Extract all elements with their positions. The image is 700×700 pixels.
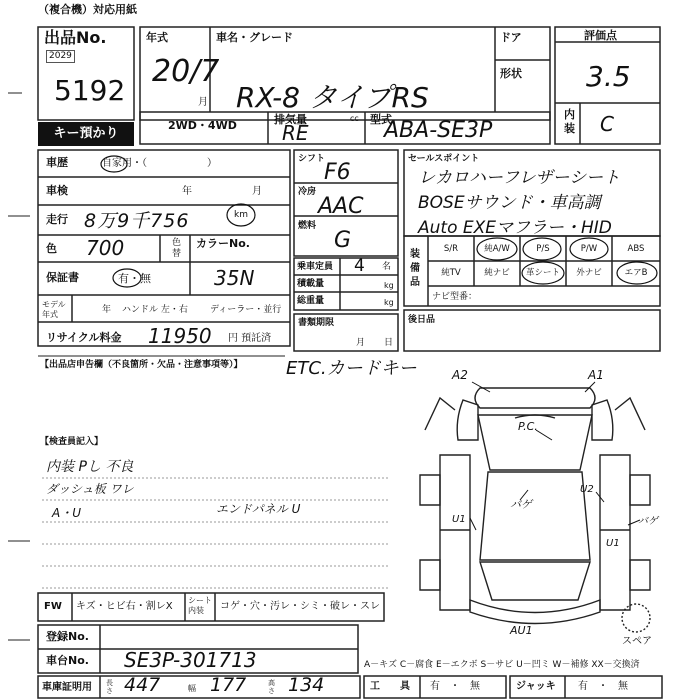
capacity-value: 4 <box>354 256 365 276</box>
diagram-spare: スペア <box>622 636 652 647</box>
color-change-label: 色替 <box>172 238 182 259</box>
drive-label: 2WD・4WD <box>168 119 237 132</box>
mileage-unit: km <box>234 210 248 220</box>
year-month-suffix: 月 <box>198 97 208 108</box>
sales-point-line1: レカロハーフレザーシート <box>418 168 621 188</box>
load-label: 積載量 <box>297 279 325 289</box>
sales-points-label: セールスポイント <box>408 154 480 164</box>
mileage-label: 走行 <box>46 213 68 226</box>
equip-airbag: エアB <box>624 268 648 278</box>
cert-width-label: 幅 <box>188 684 196 693</box>
recycle-value: 11950 <box>148 324 212 348</box>
diagram-u1-right: U1 <box>606 538 620 549</box>
doc-expiry-month: 月 <box>356 338 366 348</box>
lot-number: 5192 <box>54 74 126 107</box>
capacity-label: 乗車定員 <box>297 262 334 272</box>
lot-label: 出品No. <box>44 28 107 47</box>
color-no-label: カラーNo. <box>196 237 250 250</box>
equip-tv: 純TV <box>441 268 461 278</box>
inspector-note-3: A・U <box>52 506 81 520</box>
diagram-u1-left: U1 <box>452 514 466 525</box>
diagram-u2: U2 <box>580 484 594 495</box>
color-no-value: 35N <box>214 266 255 290</box>
color-value: 700 <box>86 236 125 260</box>
dealer-options: ディーラー・並行 <box>210 305 282 315</box>
diagram-bage-right: バゲ <box>638 516 658 527</box>
inspector-note-1: 内装 Pし 不良 <box>46 459 134 475</box>
displacement-value: RE <box>282 121 309 145</box>
mileage-value: 8万9千756 <box>84 210 190 232</box>
warranty-label: 保証書 <box>46 271 79 284</box>
model-year-label: モデル年式 <box>42 300 66 319</box>
equip-sr: S/R <box>443 244 459 254</box>
cert-length-label: 長さ <box>106 679 113 695</box>
fw-label: FW <box>44 601 62 612</box>
damage-legend: A－キズ C－腐食 E－エクボ S－サビ U－凹ミ W－補修 XX－交換済 <box>364 660 640 670</box>
diagram-pc: P.C. <box>518 420 538 433</box>
handle-options: ハンドル 左・右 <box>122 305 188 315</box>
year-value: 20/7 <box>152 54 220 89</box>
equip-pw: P/W <box>580 244 598 254</box>
displacement-unit: cc <box>350 114 359 123</box>
diagram-au1: AU1 <box>510 624 533 637</box>
model-year-year: 年 <box>102 305 112 315</box>
recycle-unit: 円 預託済 <box>228 333 272 344</box>
model-label: 車名・グレード <box>216 31 293 44</box>
color-label: 色 <box>46 242 57 255</box>
nav-model-label: ナビ型番： <box>432 292 478 302</box>
exhibitor-notes-label: 【出品店申告欄（不良箇所・欠品・注意事項等）】 <box>40 360 243 370</box>
warranty-options: 有・無 <box>118 272 151 285</box>
equip-navi: 純ナビ <box>484 268 510 278</box>
jack-options: 有 ・ 無 <box>578 681 628 692</box>
model-value: RX-8 タイプRS <box>236 81 429 114</box>
shift-value: F6 <box>324 160 351 185</box>
fuel-label: 燃料 <box>298 221 317 231</box>
inspector-label: 【検査員記入】 <box>40 437 104 447</box>
total-weight-label: 総重量 <box>297 296 325 306</box>
interior-label: 内装 <box>564 108 575 135</box>
model-code-value: ABA-SE3P <box>384 118 493 143</box>
cert-label: 車庫証明用 <box>42 682 92 693</box>
diagram-a2: A2 <box>452 368 468 382</box>
inspection-year: 年 <box>182 186 192 197</box>
sales-point-line3: Auto EXEマフラー・HID <box>418 218 612 238</box>
inspection-label: 車検 <box>46 184 68 197</box>
doc-expiry-label: 書類期限 <box>298 318 335 328</box>
equip-leather: 革シート <box>525 268 560 278</box>
chassis-label: 車台No. <box>46 654 89 667</box>
grade-label: 評価点 <box>584 29 617 42</box>
seat-label: シート内装 <box>188 596 212 615</box>
load-unit: kg <box>384 281 394 290</box>
equip-aw: 純A/W <box>484 244 510 254</box>
doors-label: ドア <box>500 31 522 44</box>
form-type-label: （複合機）対応用紙 <box>38 3 137 16</box>
recycle-label: リサイクル料金 <box>46 331 122 344</box>
equip-abs: ABS <box>627 244 645 254</box>
displacement-label: 排気量 <box>274 113 307 126</box>
chassis-value: SE3P-301713 <box>124 648 257 672</box>
equipment-label: 装備品 <box>410 249 420 288</box>
history-label: 車歴 <box>46 156 68 169</box>
post-delivery-label: 後日品 <box>408 315 436 325</box>
history-options: 自家用・（ ） <box>102 158 217 169</box>
tools-options: 有 ・ 無 <box>430 681 480 692</box>
sales-point-line2: BOSEサウンド・車高調 <box>418 193 601 213</box>
cert-width: 177 <box>210 674 247 696</box>
tools-label: 工 具 <box>370 681 410 692</box>
shift-label: シフト <box>298 154 326 164</box>
equip-ext-navi: 外ナビ <box>576 268 602 278</box>
jack-label: ジャッキ <box>516 681 556 692</box>
doc-expiry-day: 日 <box>384 338 394 348</box>
shape-label: 形状 <box>500 67 522 80</box>
capacity-unit: 名 <box>382 262 392 272</box>
diagram-a1: A1 <box>588 368 604 382</box>
inspector-note-2: ダッシュ板 ワレ <box>46 482 134 496</box>
fuel-value: G <box>334 228 352 253</box>
lot-stamp: 2029 <box>46 50 75 63</box>
total-weight-unit: kg <box>384 298 394 307</box>
grade-value: 3.5 <box>586 60 631 93</box>
interior-value: C <box>600 112 614 136</box>
cert-length: 447 <box>124 674 161 696</box>
cert-height-label: 高さ <box>268 679 275 695</box>
inspection-month: 月 <box>252 186 262 197</box>
registration-label: 登録No. <box>46 630 89 643</box>
ac-label: 冷房 <box>298 187 317 197</box>
cert-height: 134 <box>288 674 325 696</box>
ac-value: AAC <box>318 194 364 219</box>
diagram-bage-center: バゲ <box>510 498 532 511</box>
key-note-badge: キー預かり <box>38 122 134 146</box>
fw-items: キズ・ヒビ右・割レX <box>76 601 173 612</box>
exhibitor-notes-value: ETC.カードキー <box>286 358 417 379</box>
inspector-note-4: エンドパネル U <box>216 502 301 516</box>
year-label: 年式 <box>146 31 168 44</box>
seat-items: コゲ・穴・汚レ・シミ・破レ・スレ <box>220 601 380 612</box>
equip-ps: P/S <box>536 244 550 254</box>
model-code-label: 型式 <box>370 113 392 126</box>
